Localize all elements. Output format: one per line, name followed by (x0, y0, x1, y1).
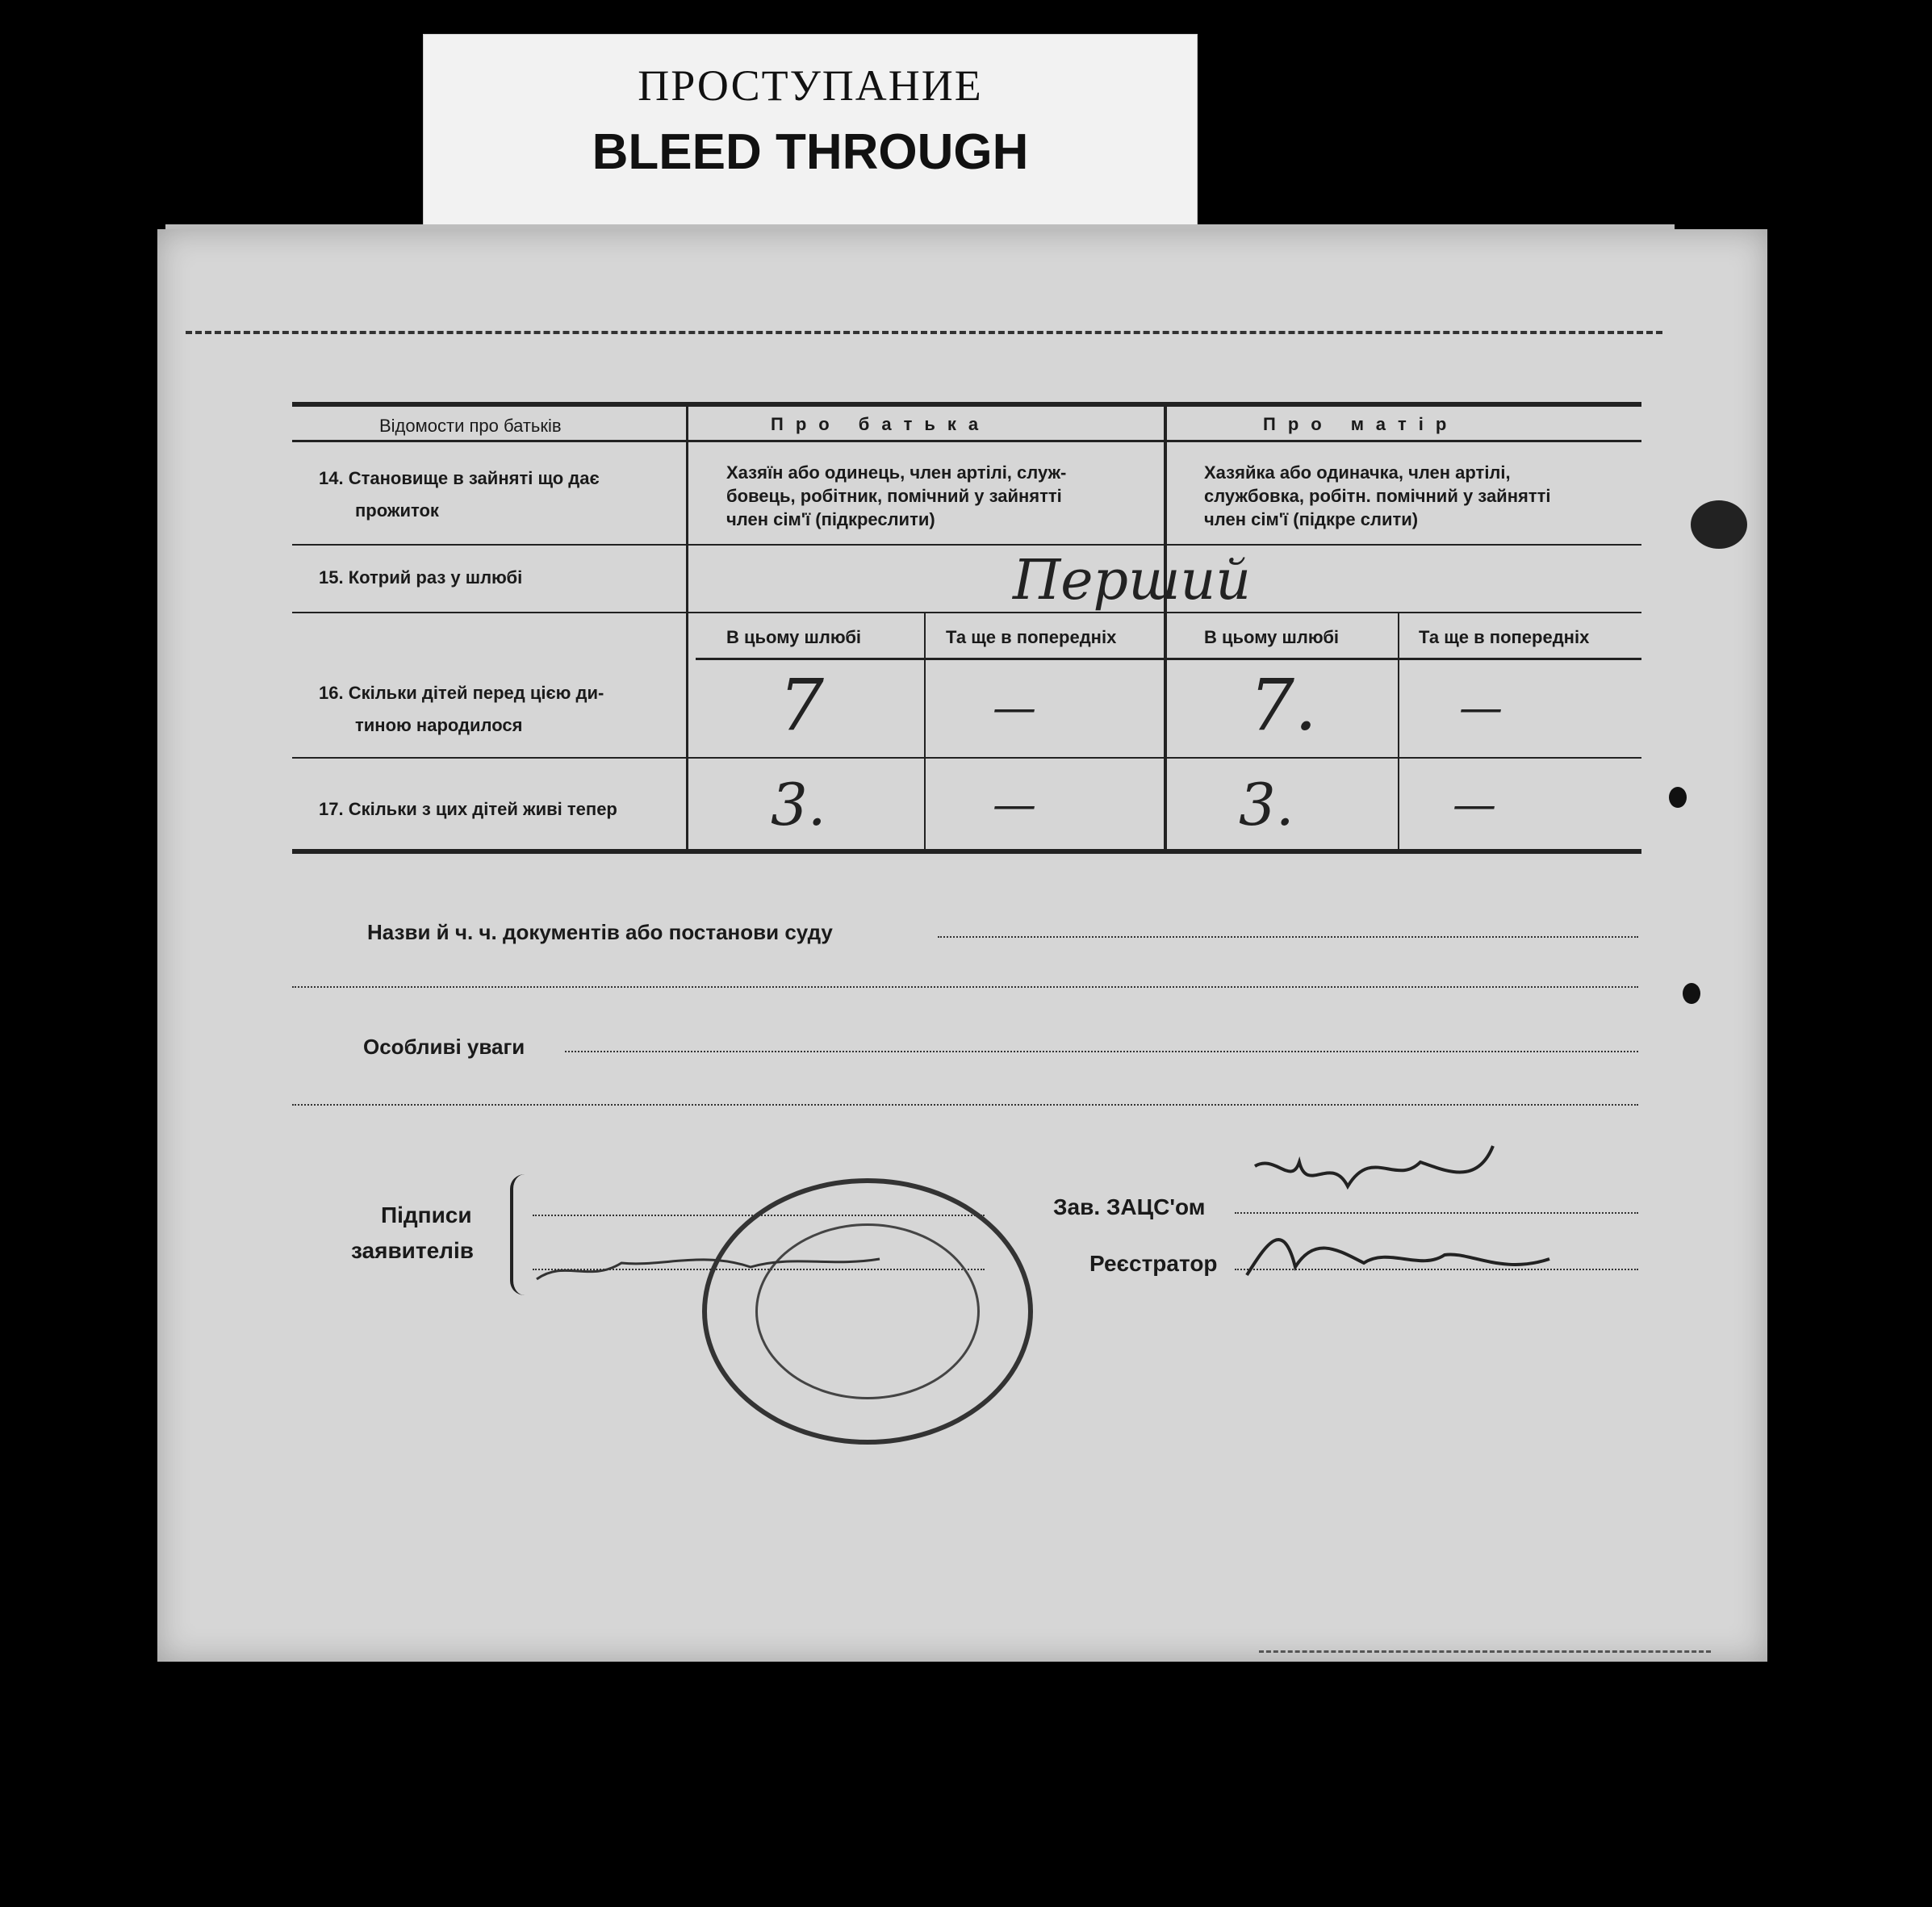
row15-label: 15. Котрий раз у шлюбі (319, 567, 523, 588)
row16-label-1: 16. Скільки дітей перед цією ди- (319, 683, 604, 703)
documents-label: Назви й ч. ч. документів або постанови суду (367, 920, 833, 944)
col2-header: Про батька (771, 414, 991, 434)
row16-father-this: 7 (779, 663, 824, 746)
row17-father-this: 3. (771, 771, 826, 838)
punch-hole-2 (1683, 983, 1700, 1004)
col3-header: Про матір (1263, 414, 1459, 434)
applicants-label-2: заявителів (351, 1238, 474, 1263)
row16-mother-prev: — (1459, 682, 1503, 733)
punch-hole-1 (1669, 787, 1687, 808)
row17-father-prev: — (993, 779, 1036, 830)
row14-mother-1: Хазяйка або одиначка, член артілі, (1204, 462, 1511, 483)
row14-label-1: 14. Становище в зайняті що дає (319, 468, 600, 488)
damage-spot (1691, 500, 1747, 549)
row17-mother-this: 3. (1239, 771, 1294, 838)
subheader-mother-this: В цьому шлюбі (1204, 627, 1340, 647)
row14-father-1: Хазяїн або одинець, член артілі, служ- (726, 462, 1067, 483)
row14-mother-2: службовка, робітн. помічний у зайнятті (1204, 486, 1551, 506)
col1-header: Відомости про батьків (379, 416, 562, 436)
row14-father-2: бовець, робітник, помічний у зайнятті (726, 486, 1062, 506)
tag-line-2: BLEED THROUGH (592, 124, 1029, 180)
tag-line-1: ПРОСТУПАНИЕ (638, 61, 983, 110)
head-label: Зав. ЗАЦС'ом (1053, 1194, 1206, 1219)
row17-label: 17. Скільки з цих дітей живі тепер (319, 799, 617, 819)
row16-father-prev: — (993, 682, 1036, 733)
remarks-label: Особливі уваги (363, 1035, 525, 1059)
subheader-father-this: В цьому шлюбі (726, 627, 862, 647)
row14-label-2: прожиток (355, 500, 439, 521)
applicants-label-1: Підписи (381, 1202, 472, 1227)
row17-mother-prev: — (1453, 779, 1496, 830)
subheader-father-prev: Та ще в попередніх (946, 627, 1117, 647)
row14-mother-3: член сім'ї (підкре слити) (1204, 509, 1419, 529)
row16-mother-this: 7. (1249, 663, 1317, 746)
row14-father-3: член сім'ї (підкреслити) (726, 509, 935, 529)
registrar-label: Реєстратор (1089, 1251, 1218, 1276)
subheader-mother-prev: Та ще в попередніх (1419, 627, 1590, 647)
row16-label-2: тиною народилося (355, 715, 523, 735)
row15-value: Перший (1013, 549, 1252, 613)
